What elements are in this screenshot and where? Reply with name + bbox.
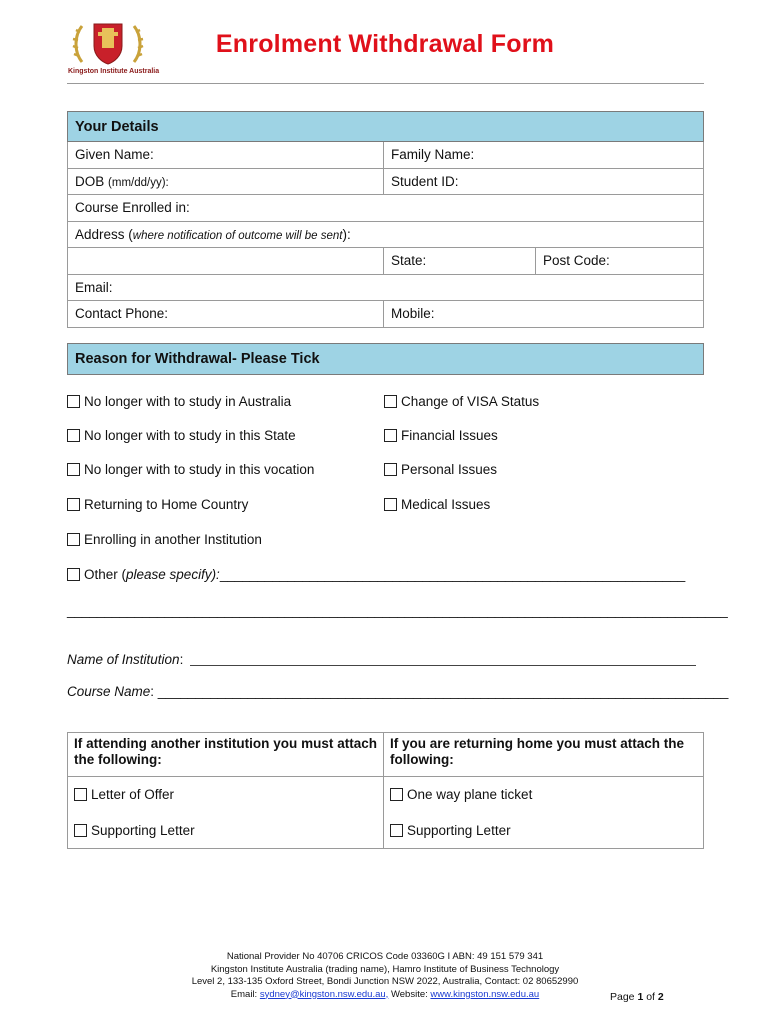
attach-right-item[interactable] <box>384 813 704 849</box>
reason-option-personal[interactable] <box>384 462 497 477</box>
footer-line-3: Level 2, 133-135 Oxford Street, Bondi Junction NSW 2022, Australia, Contact: 02 80652990 <box>191 976 579 987</box>
dob-label: DOB <box>75 173 105 189</box>
attach-right-item[interactable] <box>384 777 704 813</box>
other-specify-label: please specify): <box>126 567 220 582</box>
address-paren-close: ): <box>342 226 351 242</box>
reason-option-another-institution[interactable] <box>67 532 262 547</box>
post-code-field[interactable] <box>536 248 704 275</box>
option-label: Enrolling in another Institution <box>84 532 262 547</box>
email-link[interactable]: sydney@kingston.nsw.edu.au, <box>259 988 389 1000</box>
reason-table <box>67 343 704 375</box>
address-field[interactable] <box>68 221 704 248</box>
footer-line-1: National Provider No 40706 CRICOS Code 03360G I ABN: 49 151 579 341 <box>226 951 544 962</box>
other-label: Other ( <box>84 567 127 582</box>
contact-phone-label: Contact Phone: <box>75 306 169 322</box>
option-label: No longer with to study in this State <box>84 428 296 443</box>
reason-option-financial[interactable] <box>384 428 498 443</box>
course-name-line[interactable]: ____________________________________________________________________________ <box>154 684 729 699</box>
reason-option-home-country[interactable] <box>67 497 248 512</box>
course-name-row <box>67 684 728 699</box>
course-name-colon: : <box>150 684 155 699</box>
supporting-letter-label: Supporting Letter <box>407 822 511 838</box>
address-note: where notification of outcome will be sent <box>132 229 343 242</box>
option-label: No longer with to study in this vocation <box>84 462 315 477</box>
title-divider <box>67 83 704 84</box>
checkbox[interactable] <box>384 395 397 408</box>
checkbox[interactable] <box>384 429 397 442</box>
given-name-field[interactable] <box>68 142 384 169</box>
attach-left-header: If attending another institution you must attach the following: <box>68 733 384 777</box>
attach-left-item[interactable] <box>68 777 384 813</box>
supporting-letter-label: Supporting Letter <box>91 822 195 838</box>
reason-option-medical[interactable] <box>384 497 490 512</box>
course-field[interactable] <box>68 195 704 222</box>
page-number <box>610 991 664 1003</box>
details-table <box>67 111 704 328</box>
option-label: Change of VISA Status <box>401 394 540 409</box>
attachments-table <box>67 732 704 849</box>
family-name-field[interactable] <box>384 142 704 169</box>
checkbox[interactable] <box>390 788 403 801</box>
logo-text: Kingston Institute Australia <box>68 68 160 75</box>
website-link[interactable]: www.kingston.nsw.edu.au <box>430 988 540 1000</box>
option-label: Medical Issues <box>401 497 491 512</box>
letter-of-offer-label: Letter of Offer <box>91 787 175 803</box>
reason-option-australia[interactable] <box>67 394 291 409</box>
dob-field[interactable] <box>68 168 384 195</box>
address-label: Address <box>75 226 125 242</box>
dob-format: (mm/dd/yy): <box>108 176 169 189</box>
option-label: Returning to Home Country <box>84 497 249 512</box>
footer-line-2: Kingston Institute Australia (trading name), Hamro Institute of Business Technology <box>210 963 560 975</box>
page-label: Page <box>610 991 638 1003</box>
institution-colon: : <box>179 652 184 667</box>
given-name-label: Given Name: <box>75 147 154 163</box>
institution-label: Name of Institution <box>67 652 180 667</box>
mobile-label: Mobile: <box>391 306 435 322</box>
attach-right-header: If you are returning home you must attach the following: <box>384 733 704 777</box>
other-continuation-line[interactable]: ________________________________________________________________________________________ <box>67 603 728 618</box>
page-total: 2 <box>657 991 664 1003</box>
checkbox[interactable] <box>67 395 80 408</box>
mobile-field[interactable] <box>384 301 704 328</box>
option-label: Personal Issues <box>401 462 498 477</box>
address-paren-open: ( <box>124 226 133 242</box>
reason-heading: Reason for Withdrawal- Please Tick <box>68 344 704 375</box>
reason-option-state[interactable] <box>67 428 296 443</box>
website-prefix: Website: <box>388 988 431 1000</box>
checkbox[interactable] <box>67 463 80 476</box>
post-code-label: Post Code: <box>543 253 610 269</box>
details-heading: Your Details <box>68 112 704 142</box>
option-label: Financial Issues <box>401 428 498 443</box>
course-label: Course Enrolled in: <box>75 200 190 216</box>
address-continuation-field[interactable] <box>68 248 384 275</box>
attach-left-item[interactable] <box>68 813 384 849</box>
reason-option-vocation[interactable] <box>67 462 314 477</box>
email-label: Email: <box>75 279 113 295</box>
checkbox[interactable] <box>384 498 397 511</box>
email-prefix: Email: <box>230 988 260 1000</box>
state-label: State: <box>391 253 427 269</box>
page-current: 1 <box>637 991 644 1003</box>
checkbox[interactable] <box>390 824 403 837</box>
student-id-label: Student ID: <box>391 173 459 189</box>
checkbox[interactable] <box>74 824 87 837</box>
course-name-label: Course Name <box>67 684 151 699</box>
page-of: of <box>643 991 658 1003</box>
checkbox[interactable] <box>67 533 80 546</box>
page-title: Enrolment Withdrawal Form <box>215 30 555 58</box>
option-label: No longer with to study in Australia <box>84 394 292 409</box>
plane-ticket-label: One way plane ticket <box>407 787 533 803</box>
other-specify-line[interactable]: ______________________________________________________________ <box>219 567 686 582</box>
email-field[interactable] <box>68 274 704 301</box>
reason-option-visa[interactable] <box>384 394 539 409</box>
checkbox[interactable] <box>74 788 87 801</box>
checkbox[interactable] <box>67 498 80 511</box>
student-id-field[interactable] <box>384 168 704 195</box>
checkbox[interactable] <box>67 429 80 442</box>
state-field[interactable] <box>384 248 536 275</box>
reason-option-other[interactable] <box>67 567 685 582</box>
checkbox[interactable] <box>384 463 397 476</box>
contact-phone-field[interactable] <box>68 301 384 328</box>
institution-input-line[interactable] <box>190 665 696 666</box>
family-name-label: Family Name: <box>391 147 475 163</box>
checkbox[interactable] <box>67 568 80 581</box>
institution-label-wrap <box>67 652 183 667</box>
